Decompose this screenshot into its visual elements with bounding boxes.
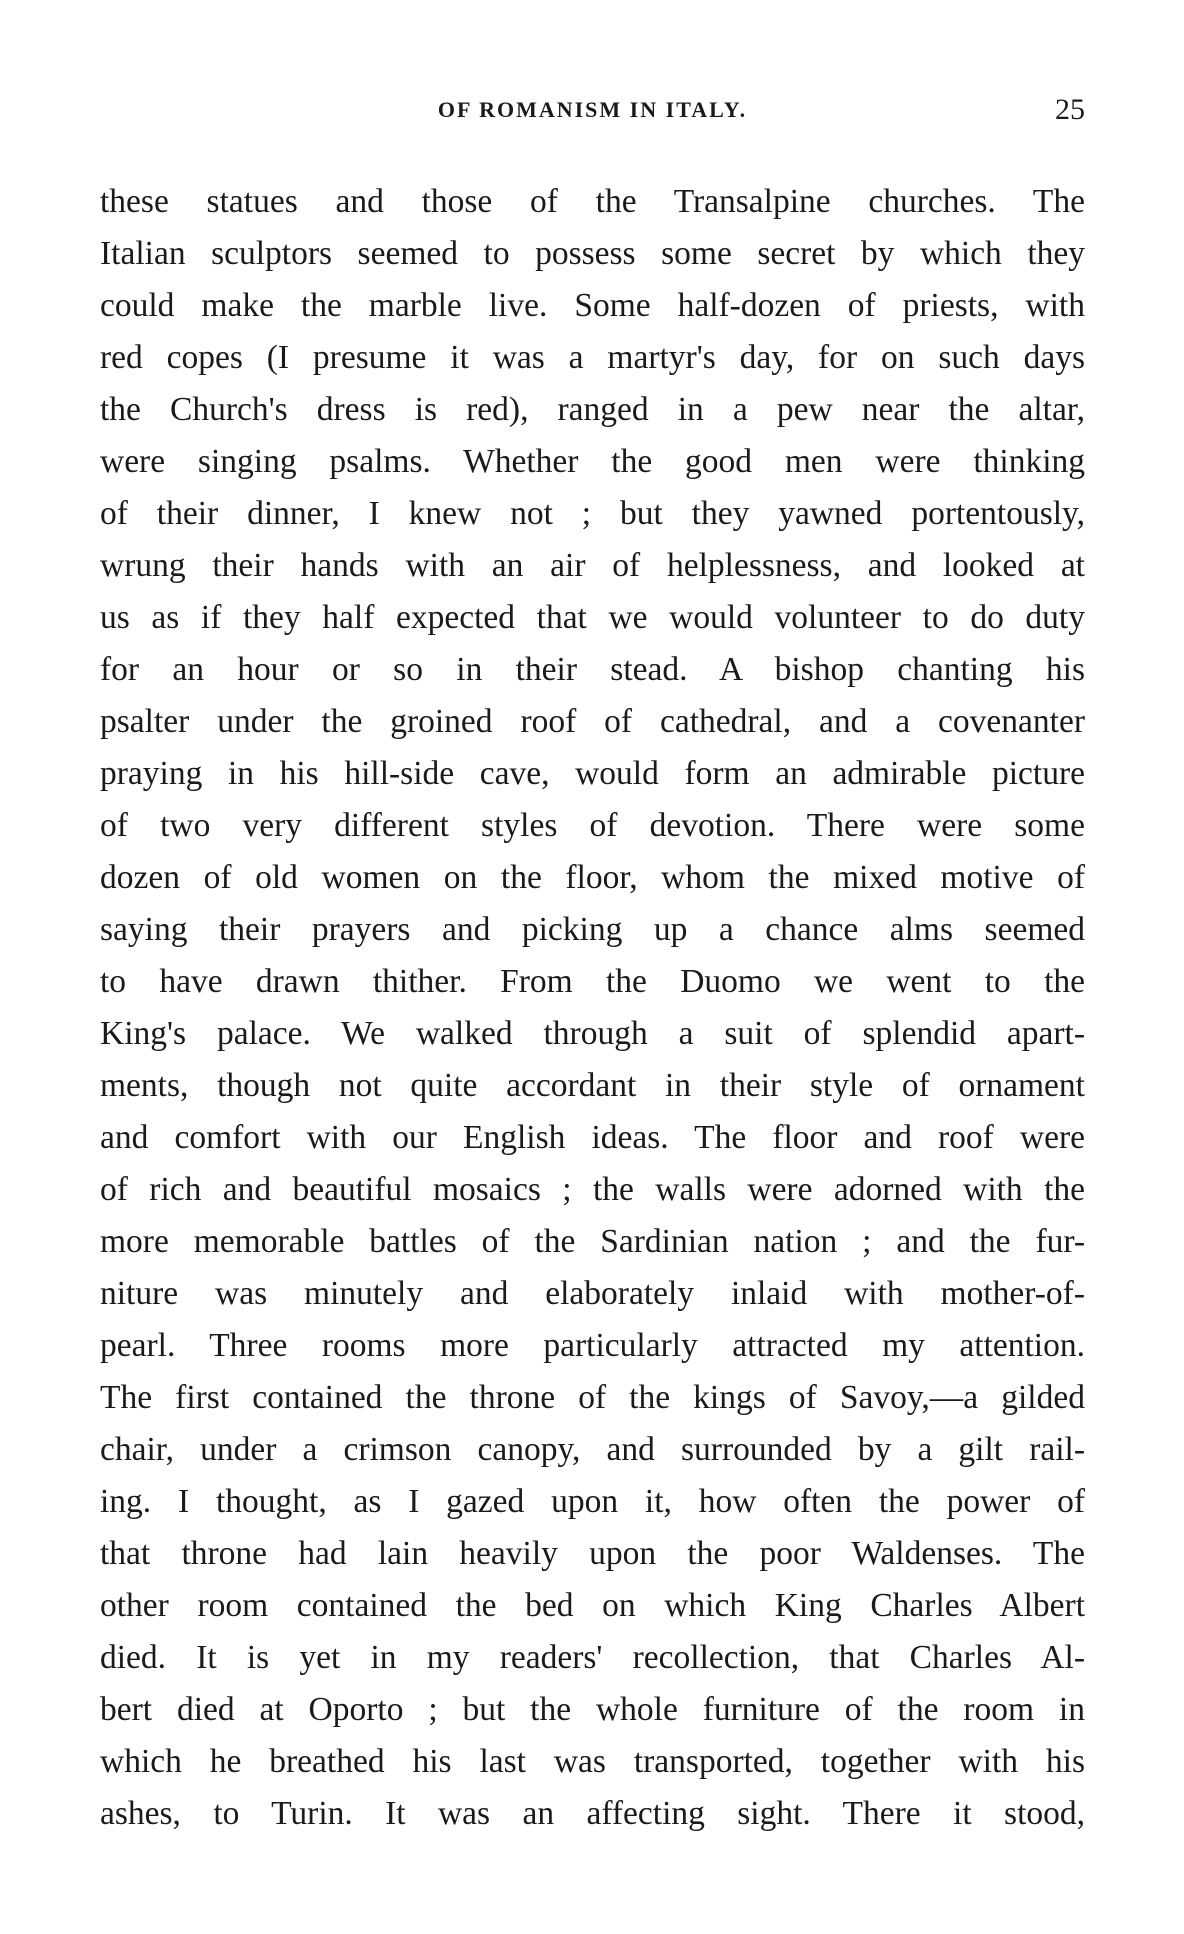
text-line: King's palace. We walked through a suit of splendid apart- [100,1015,1085,1052]
text-line: of rich and beautiful mosaics ; the walls were adorned with the [100,1171,1085,1208]
text-line: wrung their hands with an air of helplessness, and looked at [100,547,1085,584]
text-line: the Church's dress is red), ranged in a pew near the altar, [100,391,1085,428]
text-line: of two very different styles of devotion. There were some [100,807,1085,844]
text-line: that throne had lain heavily upon the poor Waldenses. The [100,1535,1085,1572]
text-line: ashes, to Turin. It was an affecting sight. There it stood, [100,1795,1085,1832]
text-line: other room contained the bed on which King Charles Albert [100,1587,1085,1624]
text-line: bert died at Oporto ; but the whole furniture of the room in [100,1691,1085,1728]
text-line: Italian sculptors seemed to possess some secret by which they [100,235,1085,272]
text-line: red copes (I presume it was a martyr's day, for on such days [100,339,1085,376]
text-line: niture was minutely and elaborately inlaid with mother-of- [100,1275,1085,1312]
text-line: these statues and those of the Transalpine churches. The [100,183,1085,220]
text-line: us as if they half expected that we would volunteer to do duty [100,599,1085,636]
text-line: chair, under a crimson canopy, and surrounded by a gilt rail- [100,1431,1085,1468]
text-line: to have drawn thither. From the Duomo we went to the [100,963,1085,1000]
text-line: psalter under the groined roof of cathedral, and a covenanter [100,703,1085,740]
page-number: 25 [1055,93,1085,126]
text-line: more memorable battles of the Sardinian nation ; and the fur- [100,1223,1085,1260]
text-line: died. It is yet in my readers' recollection, that Charles Al- [100,1639,1085,1676]
text-line: praying in his hill-side cave, would form an admirable picture [100,755,1085,792]
text-line: which he breathed his last was transported, together with his [100,1743,1085,1780]
text-line: saying their prayers and picking up a chance alms seemed [100,911,1085,948]
running-title: OF ROMANISM IN ITALY. [437,97,748,122]
text-line: dozen of old women on the floor, whom the mixed motive of [100,859,1085,896]
text-line: for an hour or so in their stead. A bishop chanting his [100,651,1085,688]
text-line: could make the marble live. Some half-dozen of priests, with [100,287,1085,324]
text-line: pearl. Three rooms more particularly attracted my attention. [100,1327,1085,1364]
page-header [100,95,1085,135]
text-line: ing. I thought, as I gazed upon it, how often the power of [100,1483,1085,1520]
text-line: The first contained the throne of the kings of Savoy,—a gilded [100,1379,1085,1416]
text-line: and comfort with our English ideas. The floor and roof were [100,1119,1085,1156]
body-text [100,176,1085,1840]
text-line: ments, though not quite accordant in their style of ornament [100,1067,1085,1104]
text-line: were singing psalms. Whether the good men were thinking [100,443,1085,480]
text-line: of their dinner, I knew not ; but they yawned portentously, [100,495,1085,532]
